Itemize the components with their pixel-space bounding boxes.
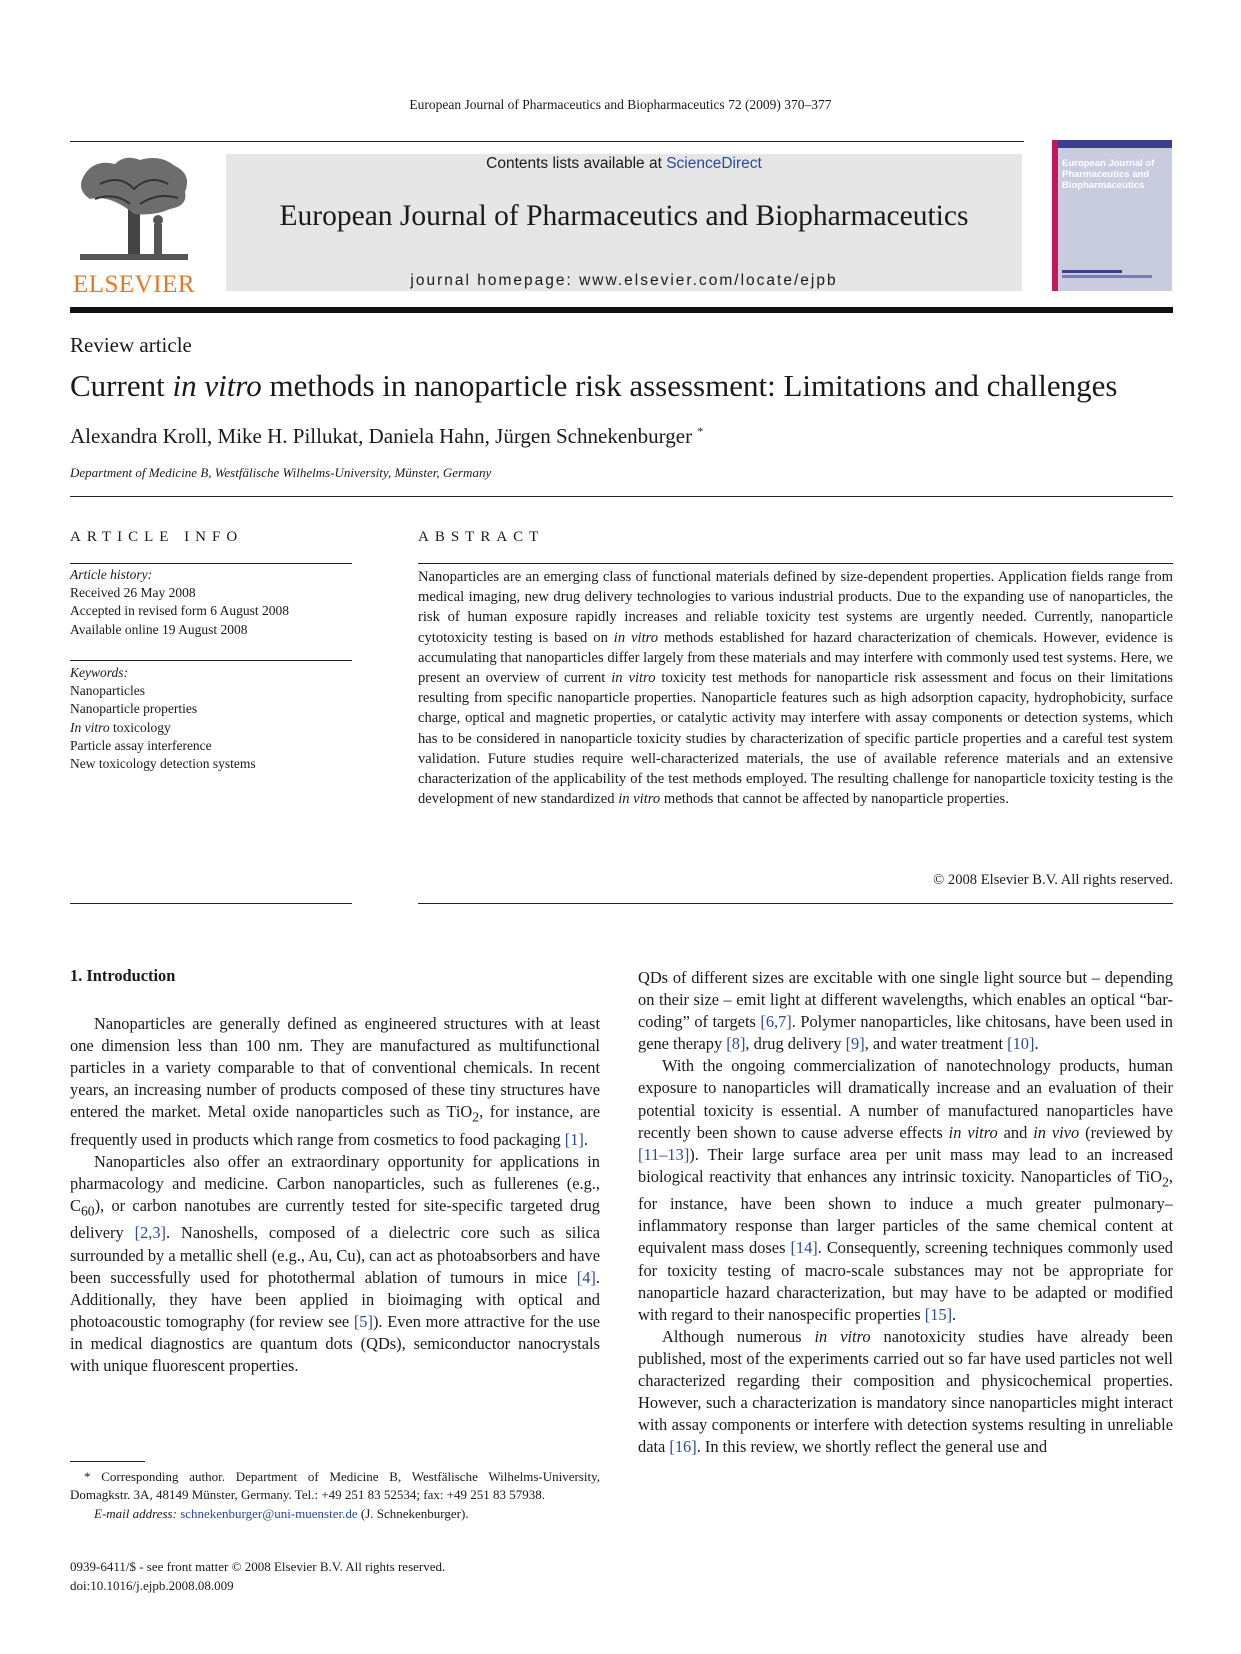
corresponding-author-note: * Corresponding author. Department of Medicine B, Westfälische Wilhelms-University, Domagkstr. 3A, 48149 Münster, Germany. Tel.: +49 251 83 52534; fax: +49 251 83 57938. <box>70 1469 600 1503</box>
tree-logo-icon <box>70 154 198 264</box>
abstract-copyright: © 2008 Elsevier B.V. All rights reserved. <box>933 872 1173 888</box>
citation-link[interactable]: [16] <box>669 1437 697 1457</box>
article-info-bottom-rule <box>70 903 352 904</box>
keyword: Particle assay interference <box>70 737 212 753</box>
cover-footer <box>1062 270 1162 282</box>
citation-link[interactable]: [6,7] <box>760 1012 792 1032</box>
footnote-rule <box>70 1461 145 1462</box>
online-date: Available online 19 August 2008 <box>70 621 248 637</box>
citation-link[interactable]: [4] <box>576 1267 596 1287</box>
elsevier-logo[interactable] <box>70 154 198 298</box>
body-column-left <box>70 1013 600 1377</box>
keyword: Nanoparticle properties <box>70 701 198 717</box>
body-column-right <box>638 967 1173 1458</box>
email-note: E-mail address: schnekenburger@uni-muenster.de (J. Schnekenburger). <box>94 1505 469 1521</box>
banner-rule <box>70 307 1173 313</box>
abstract-text: Nanoparticles are an emerging class of functional materials defined by size-dependent properties. Application fields range from medical imaging, new drug delivery technologies to various industrial products. Due to the expanding use of nanoparticles, the risk of human exposure rapidly increases and reliable toxicity test systems are urgently needed. Currently, nanoparticle cytotoxicity testing is based on in vitro methods established for hazard characterization of chemicals. However, evidence is accumulating that nanoparticles differ largely from these materials and may interfere with commonly used test systems. Here, we present an overview of current in vitro toxicity test methods for nanoparticle risk assessment and focus on their limitations resulting from specific nanoparticle properties. Nanoparticle features such as high adsorption capacity, hydrophobicity, surface charge, optical and magnetic properties, or catalytic activity may interfere with assay components or detection systems, which has to be considered in nanoparticle toxicity studies by characterization of specific particle properties and a careful test system validation. Future studies require well-characterized materials, the use of available reference materials and an extensive characterization of the applicability of the test methods employed. The resulting challenge for nanoparticle toxicity testing is the development of new standardized in vitro methods that cannot be affected by nanoparticle properties. <box>418 569 1173 808</box>
abstract-rule <box>418 563 1173 564</box>
citation-link[interactable]: [11–13] <box>638 1144 690 1164</box>
contents-prefix: Contents lists available at <box>486 155 667 172</box>
cover-title: European Journal of Pharmaceutics and Biopharmaceutics <box>1062 158 1155 191</box>
citation-link[interactable]: [8] <box>726 1034 746 1054</box>
citation-link[interactable]: [2,3] <box>134 1223 167 1243</box>
abstract-bottom-rule <box>418 903 1173 904</box>
corresponding-author-mark[interactable]: * <box>697 424 704 438</box>
keywords-label: Keywords: <box>70 665 128 680</box>
abstract-heading: ABSTRACT <box>418 529 545 545</box>
paragraph: Although numerous in vitro nanotoxicity studies have already been published, most of the experiments carried out so far have used particles not well characterized regarding their composition and physicochemical properties. However, such a characterization is mandatory since nanoparticles might interact with assay components or interfere with detection systems resulting in unreliable data [16]. In this review, we shortly reflect the general use and <box>638 1326 1173 1457</box>
keyword: Nanoparticles <box>70 683 145 699</box>
keyword: New toxicology detection systems <box>70 756 256 772</box>
citation-link[interactable]: [10] <box>1007 1034 1035 1054</box>
article-info-rule <box>70 563 352 564</box>
citation-link[interactable]: [14] <box>790 1238 818 1258</box>
section-heading: 1. Introduction <box>70 966 176 985</box>
paragraph: QDs of different sizes are excitable with one single light source but – depending on their size – emit light at different wavelengths, which enables an optical “bar-coding” of targets [6,7]. Polymer nanoparticles, like chitosans, have been used in gene therapy [8], drug delivery [9], and water treatment [10]. <box>638 968 1174 1054</box>
citation-link[interactable]: [5] <box>353 1311 373 1331</box>
cover-accent-band <box>1052 140 1058 291</box>
keyword: In vitro toxicology <box>70 719 171 735</box>
article-history <box>70 566 352 639</box>
received-date: Received 26 May 2008 <box>70 585 196 601</box>
citation-link[interactable]: [1] <box>564 1129 584 1149</box>
citation-link[interactable]: [9] <box>845 1034 865 1054</box>
running-head: European Journal of Pharmaceutics and Biopharmaceutics 72 (2009) 370–377 <box>409 97 832 112</box>
email-link[interactable]: schnekenburger@uni-muenster.de <box>180 1505 358 1521</box>
cover-top-band <box>1058 140 1172 148</box>
keywords <box>70 664 352 773</box>
elsevier-wordmark: ELSEVIER <box>72 271 196 298</box>
footnote <box>70 1468 600 1523</box>
imprint <box>70 1558 445 1595</box>
doi-line[interactable]: doi:10.1016/j.ejpb.2008.08.009 <box>70 1577 234 1593</box>
article-type: Review article <box>70 333 192 357</box>
history-label: Article history: <box>70 567 153 582</box>
journal-title: European Journal of Pharmaceutics and Biopharmaceutics <box>279 200 969 232</box>
paragraph: With the ongoing commercialization of nanotechnology products, human exposure to nanoparticles will dramatically increase and an evaluation of their potential toxicity is essential. A number of manufactured nanoparticles have recently been shown to cause adverse effects in vitro and in vivo (reviewed by [11–13]). Their large surface area per unit mass may lead to an increased biological reactivity that enhances any intrinsic toxicity. Nanoparticles of TiO$_2$, for instance, have been shown to induce a much greater pulmonary–inflammatory response than larger particles of the same chemical content at equivalent mass doses [14]. Consequently, screening techniques commonly used for toxicity testing of macro-scale substances may not be appropriate for nanoparticle hazard characterization, but may have to be adapted or modified with regard to their nanospecific properties [15]. <box>638 1056 1173 1324</box>
paragraph: Nanoparticles also offer an extraordinary opportunity for applications in pharmacology and medicine. Carbon nanoparticles, such as fullerenes (e.g., $C_{60}$), or carbon nanotubes are currently tested for site-specific targeted drug delivery [2,3]. Nanoshells, composed of a dielectric core such as silica surrounded by a metallic shell (e.g., Au, Cu), can act as photoabsorbers and have been successfully used for photothermal ablation of tumours in mice [4]. Additionally, they have been applied in bioimaging with optical and photoacoustic tomography (for review see [5]). Even more attractive for the use in medical diagnostics are quantum dots (QDs), semiconductor nanocrystals with unique fluorescent properties. <box>70 1151 601 1375</box>
accepted-date: Accepted in revised form 6 August 2008 <box>70 603 289 619</box>
header-rule <box>70 141 1024 142</box>
journal-homepage[interactable]: journal homepage: www.elsevier.com/locate/ejpb <box>410 272 838 289</box>
keywords-rule <box>70 660 352 661</box>
title-rule <box>70 496 1173 497</box>
issn-line: 0939-6411/$ - see front matter © 2008 Elsevier B.V. All rights reserved. <box>70 1559 446 1574</box>
journal-cover-image[interactable] <box>1052 140 1172 291</box>
contents-line <box>226 155 1022 173</box>
citation-link[interactable]: [15] <box>924 1304 953 1324</box>
paragraph: Nanoparticles are generally defined as engineered structures with at least one dimension less than 100 nm. They are manufactured as multifunctional particles in a variety comparable to that of conventional chemicals. In recent years, an increasing number of products composed of these tiny structures have entered the market. Metal oxide nanoparticles such as TiO$_2$, for instance, are frequently used in products which range from cosmetics to food packaging [1]. <box>70 1014 601 1149</box>
affiliation: Department of Medicine B, Westfälische Wilhelms-University, Münster, Germany <box>70 465 492 480</box>
sciencedirect-link[interactable]: ScienceDirect <box>666 155 762 172</box>
journal-banner <box>226 154 1022 291</box>
article-info-heading: ARTICLE INFO <box>70 529 244 545</box>
article-title: Current in vitro methods in nanoparticle risk assessment: Limitations and challenges <box>70 368 1118 403</box>
author-list: Alexandra Kroll, Mike H. Pillukat, Daniela Hahn, Jürgen Schnekenburger * <box>70 424 704 448</box>
